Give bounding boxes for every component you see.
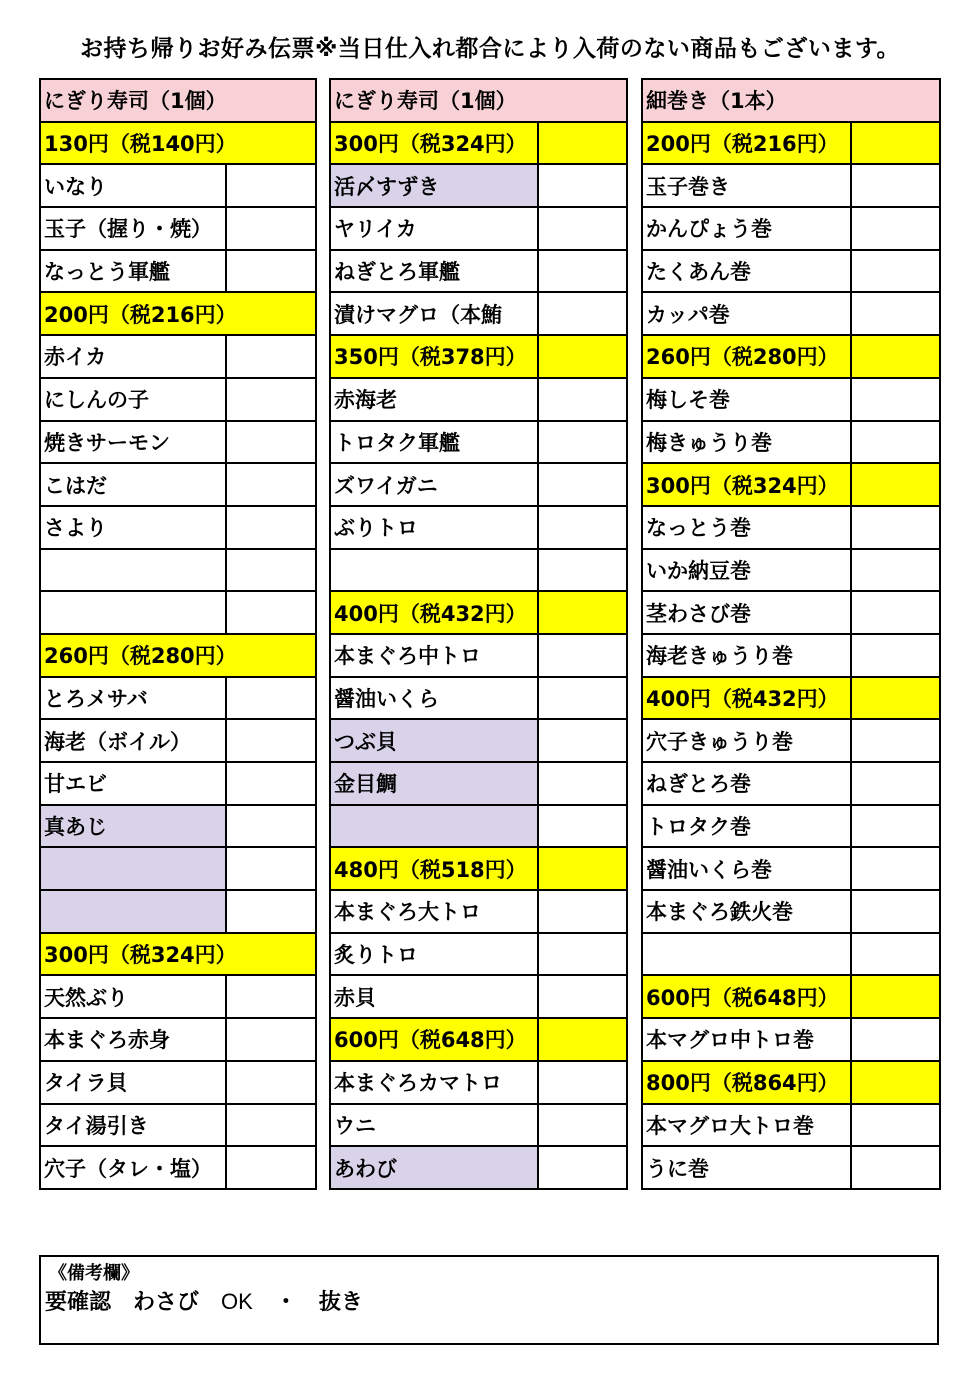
remarks-line (45, 1285, 385, 1316)
quantity-cell[interactable] (538, 463, 627, 506)
item-row (330, 890, 627, 933)
price-tier-label: 300円（税324円） (642, 463, 851, 506)
price-tier-label: 400円（税432円） (330, 591, 538, 634)
item-name: なっとう軍艦 (40, 250, 226, 293)
item-name (330, 805, 538, 848)
price-tier-label: 300円（税324円） (40, 933, 316, 976)
price-tier-filler (851, 677, 940, 720)
item-name: ズワイガニ (330, 463, 538, 506)
item-row (642, 378, 940, 421)
quantity-cell[interactable] (538, 975, 627, 1018)
item-name: 玉子巻き (642, 164, 851, 207)
item-name: 本マグロ大トロ巻 (642, 1104, 851, 1147)
item-name: 焼きサーモン (40, 421, 226, 464)
item-name: トロタク巻 (642, 805, 851, 848)
item-name: 梅きゅうり巻 (642, 421, 851, 464)
quantity-cell[interactable] (538, 378, 627, 421)
item-row (40, 847, 316, 890)
item-row (330, 164, 627, 207)
price-tier-row (330, 1018, 627, 1061)
quantity-cell[interactable] (226, 250, 316, 293)
quantity-cell[interactable] (851, 634, 940, 677)
item-row (330, 506, 627, 549)
item-row (642, 292, 940, 335)
column-header: にぎり寿司（1個） (40, 79, 316, 122)
quantity-cell[interactable] (538, 1146, 627, 1189)
item-row (40, 549, 316, 592)
price-tier-filler (851, 463, 940, 506)
item-name: つぶ貝 (330, 719, 538, 762)
quantity-cell[interactable] (851, 250, 940, 293)
item-row (642, 506, 940, 549)
item-row (330, 933, 627, 976)
column-header: にぎり寿司（1個） (330, 79, 627, 122)
quantity-cell[interactable] (538, 1061, 627, 1104)
price-tier-label: 350円（税378円） (330, 335, 538, 378)
wasabi-ok-option[interactable]: OK (221, 1289, 253, 1314)
item-row (330, 207, 627, 250)
item-row (330, 378, 627, 421)
quantity-cell[interactable] (851, 164, 940, 207)
item-name: 本まぐろ赤身 (40, 1018, 226, 1061)
order-column-nigiri-2 (329, 78, 628, 1190)
price-tier-row (330, 122, 627, 165)
price-tier-label: 600円（税648円） (642, 975, 851, 1018)
item-row (330, 975, 627, 1018)
item-row (40, 421, 316, 464)
item-name: 穴子きゅうり巻 (642, 719, 851, 762)
quantity-cell[interactable] (851, 1146, 940, 1189)
quantity-cell[interactable] (538, 250, 627, 293)
item-row (40, 762, 316, 805)
quantity-cell[interactable] (226, 805, 316, 848)
column-header-row (330, 79, 627, 122)
quantity-cell[interactable] (226, 549, 316, 592)
item-name (40, 847, 226, 890)
quantity-cell[interactable] (538, 164, 627, 207)
item-row (40, 207, 316, 250)
item-name (642, 933, 851, 976)
quantity-cell[interactable] (226, 677, 316, 720)
quantity-cell[interactable] (538, 207, 627, 250)
item-name: 醤油いくら巻 (642, 847, 851, 890)
wasabi-label: わさび (133, 1290, 200, 1315)
column-header-row (40, 79, 316, 122)
quantity-cell[interactable] (226, 378, 316, 421)
item-row (40, 890, 316, 933)
price-tier-row (330, 591, 627, 634)
item-name: 穴子（タレ・塩） (40, 1146, 226, 1189)
quantity-cell[interactable] (538, 719, 627, 762)
page-title: お持ち帰りお好み伝票※当日仕入れ都合により入荷のない商品もございます。 (79, 36, 901, 62)
quantity-cell[interactable] (851, 805, 940, 848)
price-tier-label: 260円（税280円） (40, 634, 316, 677)
item-row (642, 549, 940, 592)
item-name: 玉子（握り・焼） (40, 207, 226, 250)
price-tier-filler (851, 122, 940, 165)
quantity-cell[interactable] (851, 890, 940, 933)
item-row (330, 463, 627, 506)
quantity-cell[interactable] (226, 762, 316, 805)
price-tier-filler (538, 1018, 627, 1061)
item-name: 茎わさび巻 (642, 591, 851, 634)
price-tier-row (330, 847, 627, 890)
item-row (330, 677, 627, 720)
quantity-cell[interactable] (851, 847, 940, 890)
item-row (330, 549, 627, 592)
price-tier-row (642, 122, 940, 165)
item-row (330, 1104, 627, 1147)
item-row (642, 847, 940, 890)
item-name: 海老（ボイル） (40, 719, 226, 762)
quantity-cell[interactable] (538, 890, 627, 933)
item-name: 赤海老 (330, 378, 538, 421)
item-name: うに巻 (642, 1146, 851, 1189)
quantity-cell[interactable] (538, 634, 627, 677)
quantity-cell[interactable] (851, 1104, 940, 1147)
price-tier-row (642, 463, 940, 506)
price-tier-row (40, 634, 316, 677)
confirm-label: 要確認 (45, 1290, 112, 1315)
order-column-hosomaki (641, 78, 941, 1190)
quantity-cell[interactable] (851, 719, 940, 762)
quantity-cell[interactable] (851, 591, 940, 634)
price-tier-label: 800円（税864円） (642, 1061, 851, 1104)
item-name: ウニ (330, 1104, 538, 1147)
item-row (40, 250, 316, 293)
item-row (40, 805, 316, 848)
price-tier-row (330, 335, 627, 378)
item-name: こはだ (40, 463, 226, 506)
price-tier-label: 260円（税280円） (642, 335, 851, 378)
item-row (330, 250, 627, 293)
item-row (40, 506, 316, 549)
item-name: ぶりトロ (330, 506, 538, 549)
item-row (40, 975, 316, 1018)
price-tier-label: 130円（税140円） (40, 122, 316, 165)
item-row (642, 250, 940, 293)
price-tier-filler (538, 847, 627, 890)
item-name: ヤリイカ (330, 207, 538, 250)
price-tier-label: 200円（税216円） (40, 292, 316, 335)
item-row (40, 677, 316, 720)
quantity-cell[interactable] (851, 762, 940, 805)
price-tier-label: 600円（税648円） (330, 1018, 538, 1061)
price-tier-row (40, 933, 316, 976)
item-name: 活〆すずき (330, 164, 538, 207)
item-row (642, 164, 940, 207)
item-name (40, 591, 226, 634)
item-row (330, 1146, 627, 1189)
item-row (642, 591, 940, 634)
price-tier-label: 480円（税518円） (330, 847, 538, 890)
quantity-cell[interactable] (851, 506, 940, 549)
item-name (330, 549, 538, 592)
item-name: 本まぐろカマトロ (330, 1061, 538, 1104)
item-row (330, 634, 627, 677)
quantity-cell[interactable] (226, 164, 316, 207)
item-row (40, 164, 316, 207)
quantity-cell[interactable] (851, 549, 940, 592)
item-row (642, 762, 940, 805)
item-row (642, 1104, 940, 1147)
price-tier-filler (538, 122, 627, 165)
quantity-cell[interactable] (538, 1104, 627, 1147)
quantity-cell[interactable] (226, 506, 316, 549)
separator-dot: ・ (274, 1290, 297, 1315)
item-name: 天然ぶり (40, 975, 226, 1018)
column-header: 細巻き（1本） (642, 79, 940, 122)
item-name: ねぎとろ巻 (642, 762, 851, 805)
item-name: カッパ巻 (642, 292, 851, 335)
price-tier-row (642, 677, 940, 720)
quantity-cell[interactable] (538, 292, 627, 335)
item-name: トロタク軍艦 (330, 421, 538, 464)
quantity-cell[interactable] (226, 847, 316, 890)
item-name: 梅しそ巻 (642, 378, 851, 421)
item-name: あわび (330, 1146, 538, 1189)
item-name: たくあん巻 (642, 250, 851, 293)
item-row (642, 890, 940, 933)
quantity-cell[interactable] (226, 1061, 316, 1104)
item-name: 赤貝 (330, 975, 538, 1018)
item-name: タイラ貝 (40, 1061, 226, 1104)
quantity-cell[interactable] (226, 335, 316, 378)
item-row (642, 421, 940, 464)
quantity-cell[interactable] (538, 549, 627, 592)
item-row (642, 1018, 940, 1061)
price-tier-label: 300円（税324円） (330, 122, 538, 165)
quantity-cell[interactable] (226, 975, 316, 1018)
item-row (642, 719, 940, 762)
price-tier-filler (851, 1061, 940, 1104)
price-tier-row (642, 1061, 940, 1104)
item-name (40, 549, 226, 592)
item-name: ねぎとろ軍艦 (330, 250, 538, 293)
quantity-cell[interactable] (538, 677, 627, 720)
item-row (330, 1061, 627, 1104)
item-name: 甘エビ (40, 762, 226, 805)
item-name: 漬けマグロ（本鮪 (330, 292, 538, 335)
item-name: 炙りトロ (330, 933, 538, 976)
item-name: 本まぐろ鉄火巻 (642, 890, 851, 933)
quantity-cell[interactable] (538, 506, 627, 549)
quantity-cell[interactable] (851, 207, 940, 250)
item-row (40, 335, 316, 378)
quantity-cell[interactable] (226, 207, 316, 250)
quantity-cell[interactable] (226, 421, 316, 464)
item-row (642, 805, 940, 848)
item-name: いなり (40, 164, 226, 207)
quantity-cell[interactable] (538, 933, 627, 976)
item-name: 本まぐろ大トロ (330, 890, 538, 933)
price-tier-row (642, 975, 940, 1018)
column-header-row (642, 79, 940, 122)
quantity-cell[interactable] (226, 591, 316, 634)
quantity-cell[interactable] (226, 1104, 316, 1147)
item-row (642, 933, 940, 976)
quantity-cell[interactable] (851, 933, 940, 976)
item-row (40, 591, 316, 634)
item-row (40, 1146, 316, 1189)
quantity-cell[interactable] (226, 1018, 316, 1061)
quantity-cell[interactable] (226, 463, 316, 506)
quantity-cell[interactable] (851, 1018, 940, 1061)
item-name: なっとう巻 (642, 506, 851, 549)
item-row (330, 421, 627, 464)
quantity-cell[interactable] (226, 890, 316, 933)
item-name: とろメサバ (40, 677, 226, 720)
order-column-nigiri-1 (39, 78, 317, 1190)
price-tier-filler (538, 591, 627, 634)
item-name: 赤イカ (40, 335, 226, 378)
item-row (642, 634, 940, 677)
quantity-cell[interactable] (538, 805, 627, 848)
item-row (40, 378, 316, 421)
item-row (330, 805, 627, 848)
item-name: 海老きゅうり巻 (642, 634, 851, 677)
item-row (330, 719, 627, 762)
item-row (642, 207, 940, 250)
remarks-title: 《備考欄》 (49, 1263, 139, 1284)
remarks-box[interactable] (39, 1255, 939, 1345)
price-tier-filler (851, 335, 940, 378)
item-name: 真あじ (40, 805, 226, 848)
price-tier-row (642, 335, 940, 378)
price-tier-filler (538, 335, 627, 378)
item-row (40, 1018, 316, 1061)
item-name: タイ湯引き (40, 1104, 226, 1147)
item-name: にしんの子 (40, 378, 226, 421)
item-row (330, 292, 627, 335)
quantity-cell[interactable] (851, 421, 940, 464)
quantity-cell[interactable] (226, 719, 316, 762)
quantity-cell[interactable] (226, 1146, 316, 1189)
item-row (642, 1146, 940, 1189)
item-name: 醤油いくら (330, 677, 538, 720)
price-tier-label: 200円（税216円） (642, 122, 851, 165)
item-row (330, 762, 627, 805)
item-row (40, 1104, 316, 1147)
price-tier-label: 400円（税432円） (642, 677, 851, 720)
item-name: 本マグロ中トロ巻 (642, 1018, 851, 1061)
item-name: かんぴょう巻 (642, 207, 851, 250)
item-name: いか納豆巻 (642, 549, 851, 592)
item-name: 金目鯛 (330, 762, 538, 805)
quantity-cell[interactable] (538, 762, 627, 805)
price-tier-row (40, 292, 316, 335)
wasabi-nuki-option[interactable]: 抜き (318, 1290, 363, 1315)
item-row (40, 463, 316, 506)
item-row (40, 1061, 316, 1104)
item-name (40, 890, 226, 933)
quantity-cell[interactable] (851, 378, 940, 421)
quantity-cell[interactable] (538, 421, 627, 464)
item-row (40, 719, 316, 762)
quantity-cell[interactable] (851, 292, 940, 335)
price-tier-row (40, 122, 316, 165)
price-tier-filler (851, 975, 940, 1018)
item-name: さより (40, 506, 226, 549)
item-name: 本まぐろ中トロ (330, 634, 538, 677)
